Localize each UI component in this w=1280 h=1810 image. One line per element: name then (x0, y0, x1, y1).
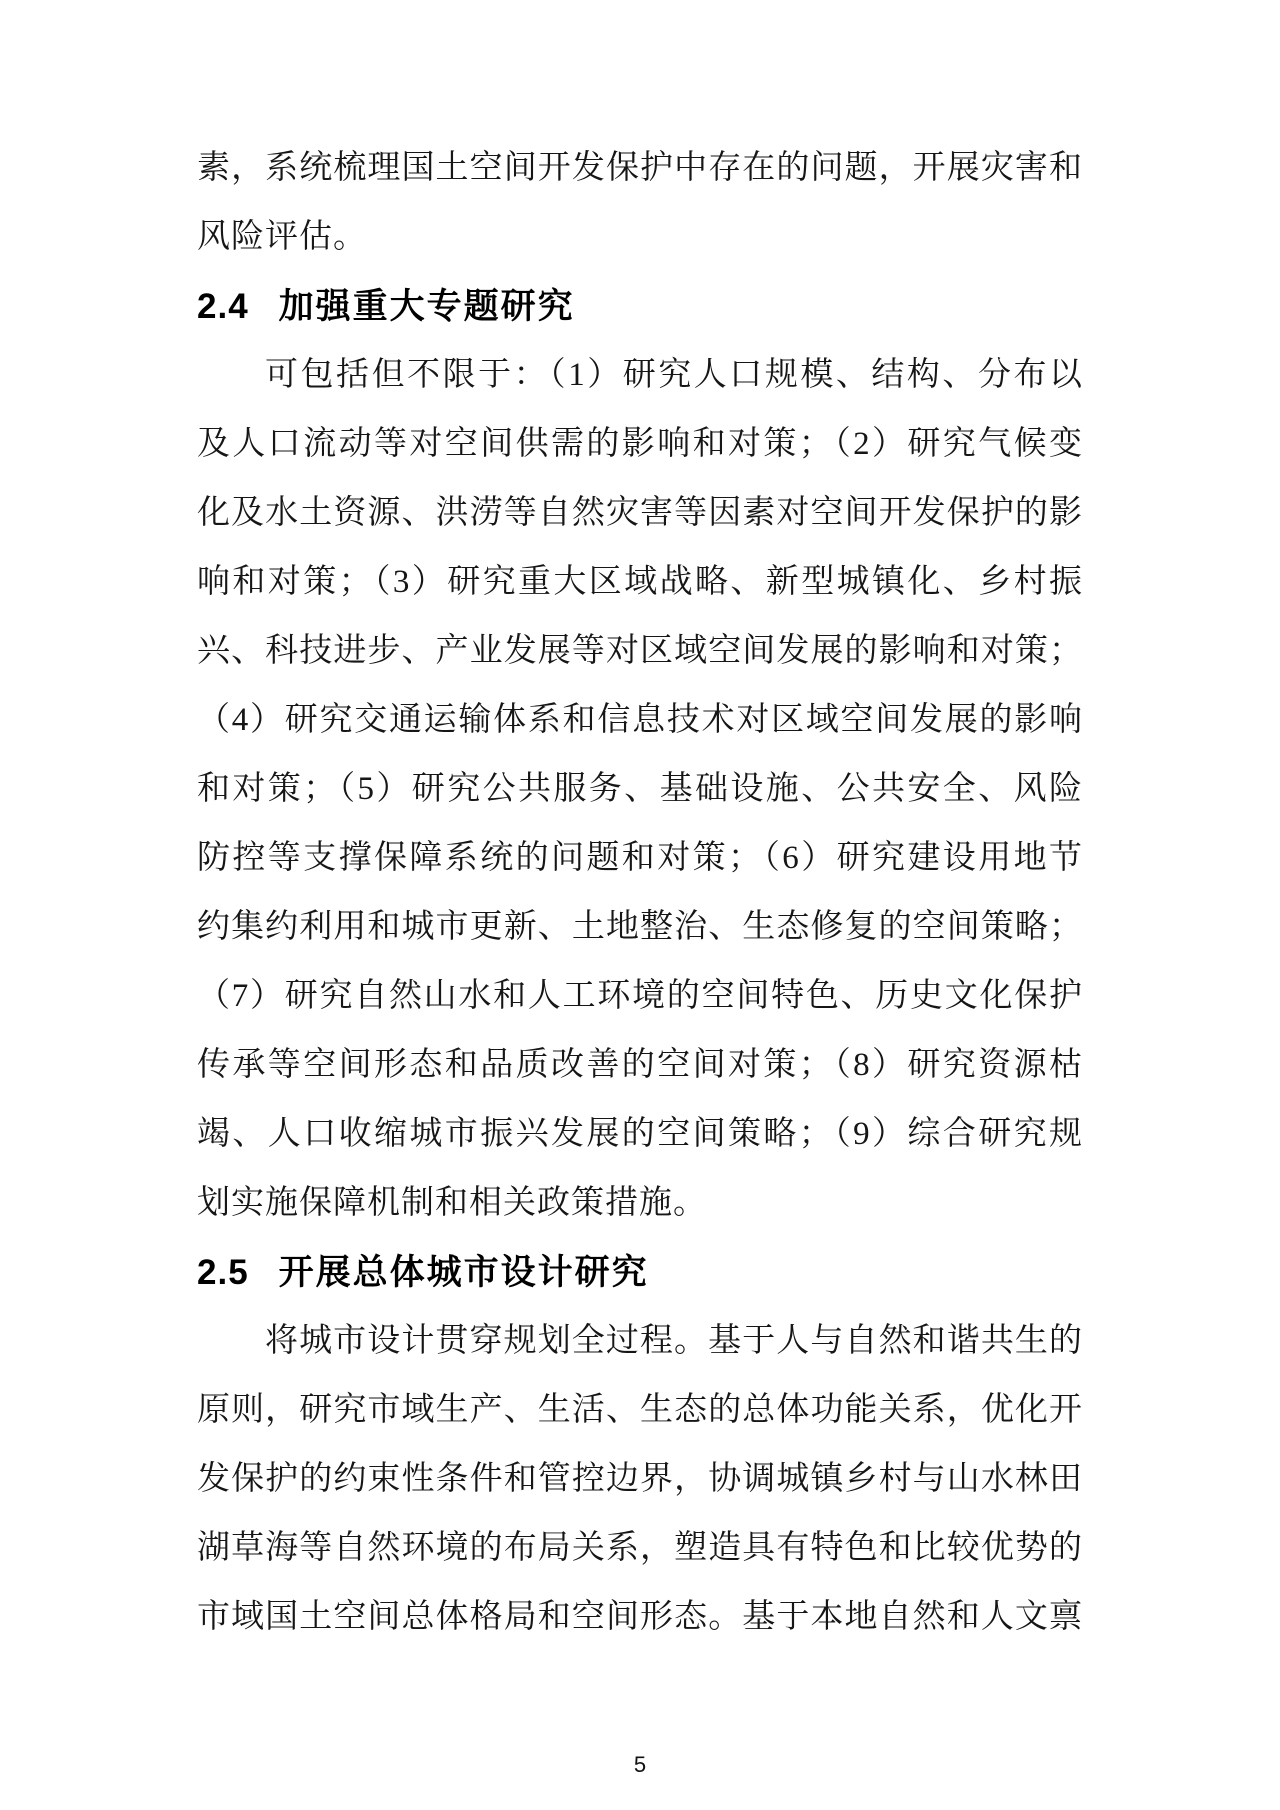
paragraph-line: 划实施保障机制和相关政策措施。 (197, 1185, 707, 1221)
section-number: 2.5 (197, 1253, 249, 1292)
paragraph-line: 可包括但不限于：（1）研究人口规模、结构、分布以 (265, 357, 1083, 393)
paragraph-line: 兴、科技进步、产业发展等对区域空间发展的影响和对策； (197, 633, 1083, 669)
section-title: 加强重大专题研究 (278, 287, 575, 326)
page-content (197, 134, 1083, 1652)
section-number: 2.4 (197, 287, 249, 326)
paragraph (197, 1307, 1083, 1652)
paragraph-line: 原则，研究市域生产、生活、生态的总体功能关系，优化开 (197, 1392, 1083, 1428)
paragraph-line: 化及水土资源、洪涝等自然灾害等因素对空间开发保护的影 (197, 495, 1083, 531)
paragraph-line: 湖草海等自然环境的布局关系，塑造具有特色和比较优势的 (197, 1530, 1083, 1566)
paragraph-line: 风险评估。 (197, 219, 367, 255)
paragraph-line: 素，系统梳理国土空间开发保护中存在的问题，开展灾害和 (197, 150, 1083, 186)
paragraph-line: 防控等支撑保障系统的问题和对策；（6）研究建设用地节 (197, 840, 1083, 876)
paragraph-line: 将城市设计贯穿规划全过程。基于人与自然和谐共生的 (265, 1323, 1083, 1359)
section-heading (197, 1238, 1083, 1307)
paragraph-line: 竭、人口收缩城市振兴发展的空间策略；（9）综合研究规 (197, 1116, 1083, 1152)
paragraph (197, 341, 1083, 1238)
paragraph-line: 传承等空间形态和品质改善的空间对策；（8）研究资源枯 (197, 1047, 1083, 1083)
paragraph-line: 响和对策；（3）研究重大区域战略、新型城镇化、乡村振 (197, 564, 1083, 600)
section-title: 开展总体城市设计研究 (278, 1253, 649, 1292)
paragraph-line: 和对策；（5）研究公共服务、基础设施、公共安全、风险 (197, 771, 1083, 807)
paragraph-line: 市域国土空间总体格局和空间形态。基于本地自然和人文禀 (197, 1599, 1083, 1635)
paragraph-line: 约集约利用和城市更新、土地整治、生态修复的空间策略； (197, 909, 1083, 945)
paragraph-line: 及人口流动等对空间供需的影响和对策；（2）研究气候变 (197, 426, 1083, 462)
page-number: 5 (633, 1752, 647, 1777)
section-heading (197, 272, 1083, 341)
paragraph-line: （7）研究自然山水和人工环境的空间特色、历史文化保护 (197, 978, 1083, 1014)
paragraph (197, 134, 1083, 272)
paragraph-line: （4）研究交通运输体系和信息技术对区域空间发展的影响 (197, 702, 1083, 738)
paragraph-line: 发保护的约束性条件和管控边界，协调城镇乡村与山水林田 (197, 1461, 1083, 1497)
